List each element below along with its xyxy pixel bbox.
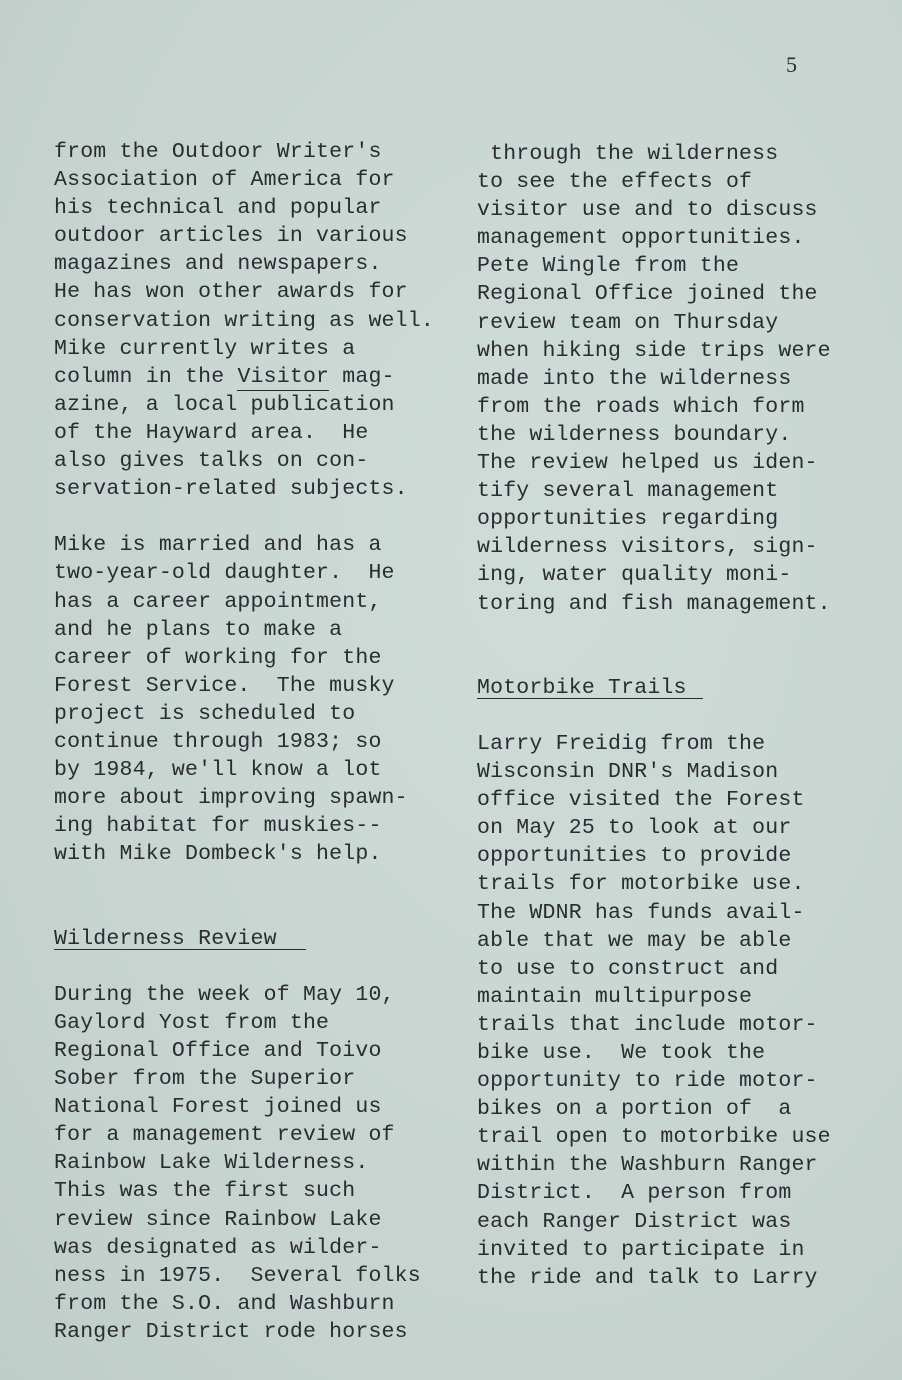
text-line: review team on Thursday xyxy=(477,310,779,335)
text-line: from the roads which form xyxy=(477,394,805,419)
text-line: by 1984, we'll know a lot xyxy=(54,758,382,783)
heading-underline xyxy=(54,949,306,950)
text-line: to see the effects of xyxy=(477,170,753,195)
text-line: project is scheduled to xyxy=(54,701,356,726)
text-line: magazines and newspapers. xyxy=(54,252,382,277)
text-line: trails that include motor- xyxy=(477,1012,818,1037)
text-line: the wilderness boundary. xyxy=(477,422,792,447)
text-line: and he plans to make a xyxy=(54,617,343,642)
text-line: Wisconsin DNR's Madison xyxy=(477,760,779,785)
text-line: servation-related subjects. xyxy=(54,477,408,502)
section-heading-wilderness-review xyxy=(54,925,464,953)
text-line: conservation writing as well. xyxy=(54,308,434,333)
heading-text: Motorbike Trails xyxy=(477,675,687,700)
text-line: was designated as wilder- xyxy=(54,1235,382,1260)
text-line: office visited the Forest xyxy=(477,788,805,813)
text-line: within the Washburn Ranger xyxy=(477,1153,818,1178)
paragraph-gap xyxy=(477,646,877,674)
paragraph-gap xyxy=(477,618,877,646)
text-line: bikes on a portion of a xyxy=(477,1097,792,1122)
text-line: During the week of May 10, xyxy=(54,982,395,1007)
text-line: Pete Wingle from the xyxy=(477,254,740,279)
paragraph-gap xyxy=(54,953,464,981)
text-line xyxy=(54,363,464,391)
text-line: two-year-old daughter. He xyxy=(54,561,395,586)
text-line: toring and fish management. xyxy=(477,591,831,616)
text-line: trail open to motorbike use xyxy=(477,1125,831,1150)
text-line: when hiking side trips were xyxy=(477,338,831,363)
text-line: management opportunities. xyxy=(477,226,805,251)
text-line: This was the first such xyxy=(54,1179,356,1204)
text-line: He has won other awards for xyxy=(54,280,408,305)
text-line: ing habitat for muskies-- xyxy=(54,814,382,839)
text-line: each Ranger District was xyxy=(477,1209,792,1234)
text-line: Ranger District rode horses xyxy=(54,1319,408,1344)
text-line: wilderness visitors, sign- xyxy=(477,535,818,560)
text-line: The WDNR has funds avail- xyxy=(477,900,805,925)
text-line: his technical and popular xyxy=(54,196,382,221)
text-line: National Forest joined us xyxy=(54,1095,382,1120)
text-line: opportunities to provide xyxy=(477,844,792,869)
text-line: opportunity to ride motor- xyxy=(477,1069,818,1094)
text-line: to use to construct and xyxy=(477,956,779,981)
text-line: the ride and talk to Larry xyxy=(477,1265,818,1290)
left-column xyxy=(54,138,464,1346)
paragraph-gap xyxy=(54,897,464,925)
heading-underline xyxy=(477,698,703,699)
text-line: visitor use and to discuss xyxy=(477,198,818,223)
text-line: Forest Service. The musky xyxy=(54,673,395,698)
text-line: opportunities regarding xyxy=(477,507,779,532)
text-line: of the Hayward area. He xyxy=(54,420,369,445)
text-line: Gaylord Yost from the xyxy=(54,1010,330,1035)
text-line: has a career appointment, xyxy=(54,589,382,614)
text-line: ness in 1975. Several folks xyxy=(54,1263,421,1288)
text-line: made into the wilderness xyxy=(477,366,792,391)
section-heading-motorbike-trails xyxy=(477,674,877,702)
text-line: with Mike Dombeck's help. xyxy=(54,842,382,867)
text-line: outdoor articles in various xyxy=(54,224,408,249)
text-fragment: mag- xyxy=(329,364,395,389)
text-line: azine, a local publication xyxy=(54,392,395,417)
text-line: career of working for the xyxy=(54,645,382,670)
paragraph-gap xyxy=(54,503,464,531)
text-line: through the wilderness xyxy=(477,142,779,166)
paragraph-gap xyxy=(54,868,464,896)
text-line: invited to participate in xyxy=(477,1237,805,1262)
text-line: for a management review of xyxy=(54,1123,395,1148)
text-line: Mike currently writes a xyxy=(54,336,356,361)
text-line: able that we may be able xyxy=(477,928,792,953)
text-line: Association of America for xyxy=(54,168,395,193)
text-line: continue through 1983; so xyxy=(54,729,382,754)
text-line: District. A person from xyxy=(477,1181,792,1206)
text-line: review since Rainbow Lake xyxy=(54,1207,382,1232)
text-line: Regional Office and Toivo xyxy=(54,1039,382,1063)
text-line: from the Outdoor Writer's xyxy=(54,140,382,164)
heading-text: Wilderness Review xyxy=(54,926,277,951)
text-line: Regional Office joined the xyxy=(477,282,818,307)
right-column xyxy=(477,140,877,1292)
paragraph-gap xyxy=(477,702,877,730)
text-line: bike use. We took the xyxy=(477,1041,766,1065)
text-line: Mike is married and has a xyxy=(54,533,382,558)
text-line: Rainbow Lake Wilderness. xyxy=(54,1151,369,1176)
text-line: maintain multipurpose xyxy=(477,984,753,1009)
text-line: also gives talks on con- xyxy=(54,449,369,474)
visitor-magazine-title: Visitor xyxy=(237,364,330,389)
text-line: Larry Freidig from the xyxy=(477,731,766,756)
text-line: on May 25 to look at our xyxy=(477,816,792,841)
text-line: Sober from the Superior xyxy=(54,1067,356,1092)
text-line: The review helped us iden- xyxy=(477,451,818,476)
page-number: 5 xyxy=(786,52,797,77)
text-line: tify several management xyxy=(477,479,779,504)
text-line: from the S.O. and Washburn xyxy=(54,1291,395,1316)
text-fragment: column in the xyxy=(54,364,238,389)
text-line: ing, water quality moni- xyxy=(477,563,792,588)
text-line: trails for motorbike use. xyxy=(477,872,805,897)
text-line: more about improving spawn- xyxy=(54,786,408,811)
